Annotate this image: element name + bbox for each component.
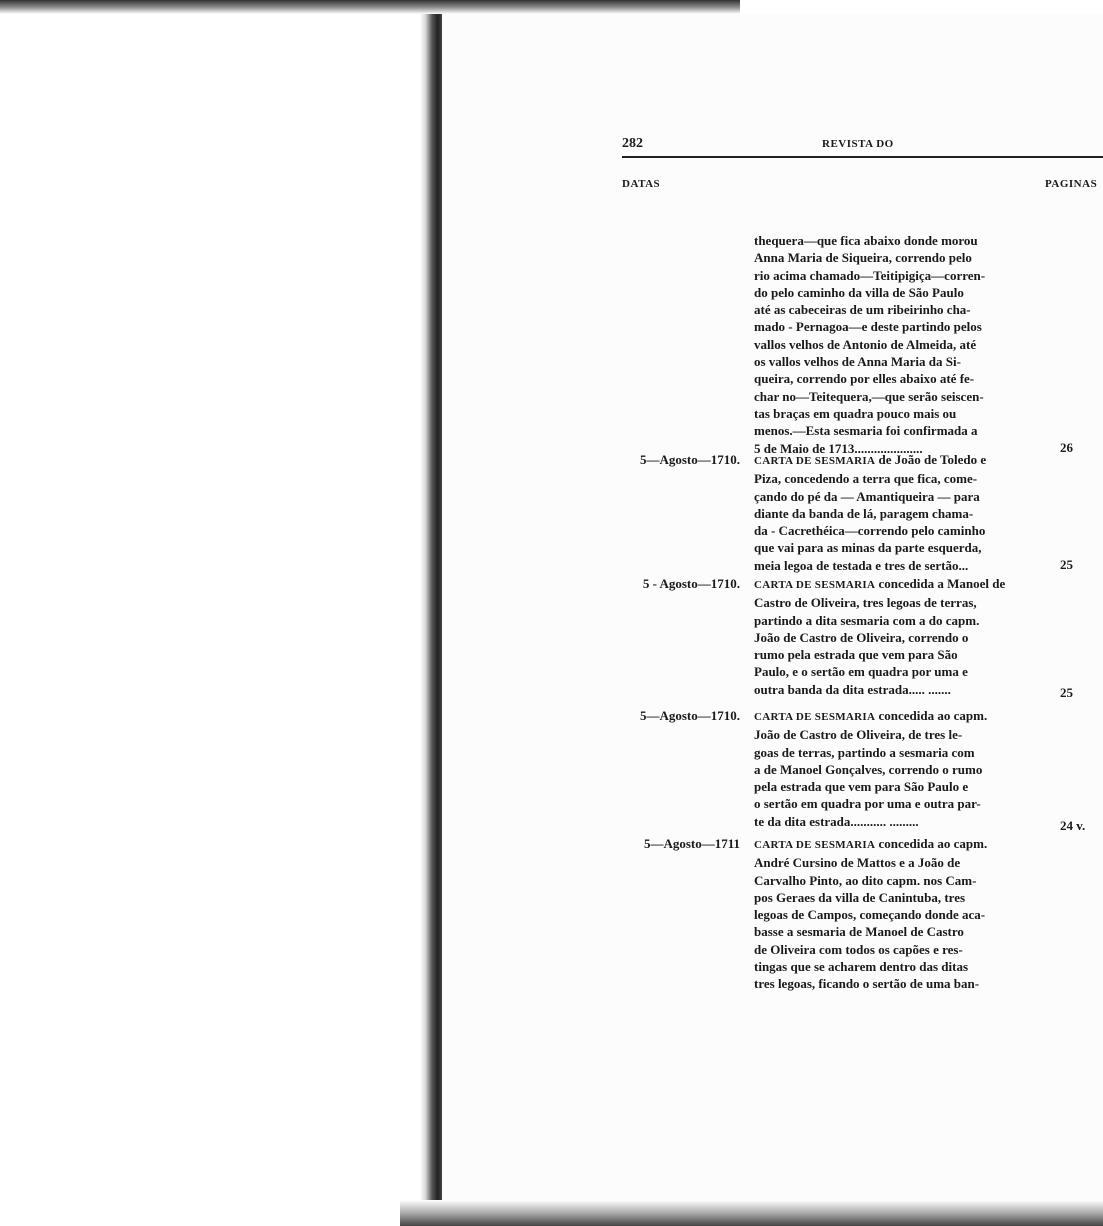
text-line: do pelo caminho da villa de São Paulo — [754, 284, 964, 300]
page-number: 282 — [622, 136, 643, 151]
text-line: João de Castro de Oliveira, correndo o — [754, 629, 969, 645]
text-line — [754, 451, 1036, 470]
text-line: que vai para as minas da parte esquerda, — [754, 540, 982, 556]
text-fragment: concedida ao capm. — [875, 708, 988, 723]
text-line: o sertão em quadra por uma e outra par- — [754, 796, 981, 812]
text-line: basse a sesmaria de Manoel de Castro — [754, 924, 964, 940]
entry-text — [754, 451, 1036, 574]
text-line — [754, 575, 1036, 594]
entry-page-ref: 25 — [1060, 685, 1073, 700]
entry-lead: CARTA DE SESMARIA — [754, 579, 876, 591]
text-line: tres legoas, ficando o sertão de uma ban- — [754, 976, 980, 992]
entry-text — [754, 835, 1036, 993]
text-line: a de Manoel Gonçalves, correndo o rumo — [754, 761, 983, 777]
text-line: 5 de Maio de 1713..................... — [754, 440, 923, 456]
text-line: legoas de Campos, começando donde aca- — [754, 907, 986, 923]
entry-text — [754, 575, 1036, 698]
text-line — [754, 707, 1036, 726]
bottom-shadow — [400, 1200, 1103, 1226]
entry-lead: CARTA DE SESMARIA — [754, 839, 876, 851]
text-line: tas braças em quadra pouco mais ou — [754, 405, 957, 421]
text-line: André Cursino de Mattos e a João de — [754, 855, 961, 871]
entry-page-ref: 26 — [1060, 440, 1073, 455]
text-line: outra banda da dita estrada..... ....... — [754, 681, 951, 697]
text-line: os vallos velhos de Anna Maria da Si- — [754, 354, 961, 370]
text-line: até as cabeceiras de um ribeirinho cha- — [754, 302, 971, 318]
text-line: Carvalho Pinto, ao dito capm. nos Cam- — [754, 872, 977, 888]
entry-page-ref: 25 — [1060, 557, 1073, 572]
text-line: çando do pé da — Amantiqueira — para — [754, 488, 980, 504]
text-line: meia legoa de testada e tres de sertão... — [754, 557, 969, 573]
text-line: Paulo, e o sertão em quadra por uma e — [754, 664, 968, 680]
entry-date: 5—Agosto—1710. — [639, 708, 740, 723]
text-line: João de Castro de Oliveira, de tres le- — [754, 727, 963, 743]
text-line: menos.—Esta sesmaria foi confirmada a — [754, 423, 978, 439]
running-head: REVISTA DO — [822, 138, 894, 150]
top-shadow — [0, 0, 740, 14]
text-line: Anna Maria de Siqueira, correndo pelo — [754, 250, 972, 266]
column-heading-paginas: PAGINAS — [1045, 178, 1098, 190]
text-line: Castro de Oliveira, tres legoas de terras, — [754, 595, 977, 611]
text-line: rumo pela estrada que vem para São — [754, 647, 958, 663]
text-line: partindo a dita sesmaria com a do capm. — [754, 612, 980, 628]
text-line: char no—Teitequera,—que serão seiscen- — [754, 388, 984, 404]
text-line: queira, correndo por elles abaixo até fe- — [754, 371, 975, 387]
text-fragment: concedida ao capm. — [875, 836, 988, 851]
entry-date: 5 - Agosto—1710. — [642, 576, 740, 591]
text-line: pos Geraes da villa de Canintuba, tres — [754, 889, 966, 905]
text-line — [754, 835, 1036, 854]
text-line: rio acima chamado—Teitipigiça—corren- — [754, 267, 986, 283]
text-line: de Oliveira com todos os capões e res- — [754, 941, 963, 957]
entry-date: 5—Agosto—1710. — [639, 452, 740, 467]
text-fragment: concedida a Manoel de — [875, 576, 1006, 591]
entry-page-ref: 24 v. — [1060, 818, 1086, 833]
text-line: thequera—que fica abaixo donde morou — [754, 233, 978, 248]
entry-lead: CARTA DE SESMARIA — [754, 711, 876, 723]
column-heading-datas: DATAS — [622, 178, 661, 190]
text-fragment: de João de Toledo e — [875, 452, 987, 467]
entry-text — [754, 707, 1036, 830]
text-line: mado - Pernagoa—e deste partindo pelos — [754, 319, 982, 335]
text-line: goas de terras, partindo a sesmaria com — [754, 744, 975, 760]
text-line: pela estrada que vem para São Paulo e — [754, 779, 969, 795]
text-line: Piza, concedendo a terra que fica, come- — [754, 471, 978, 487]
text-line: vallos velhos de Antonio de Almeida, até — [754, 336, 977, 352]
text-line: tingas que se acharem dentro das ditas — [754, 959, 969, 975]
page-header — [622, 136, 1103, 158]
top-edge — [0, 0, 450, 1226]
entry-date: 5—Agosto—1711 — [643, 836, 740, 851]
text-line: te da dita estrada........... ......... — [754, 813, 919, 829]
entry-text — [754, 232, 1036, 457]
text-line: diante da banda de lá, paragem chama- — [754, 505, 974, 521]
text-line: da - Cacrethéica—correndo pelo caminho — [754, 523, 986, 539]
entry-lead: CARTA DE SESMARIA — [754, 455, 876, 467]
